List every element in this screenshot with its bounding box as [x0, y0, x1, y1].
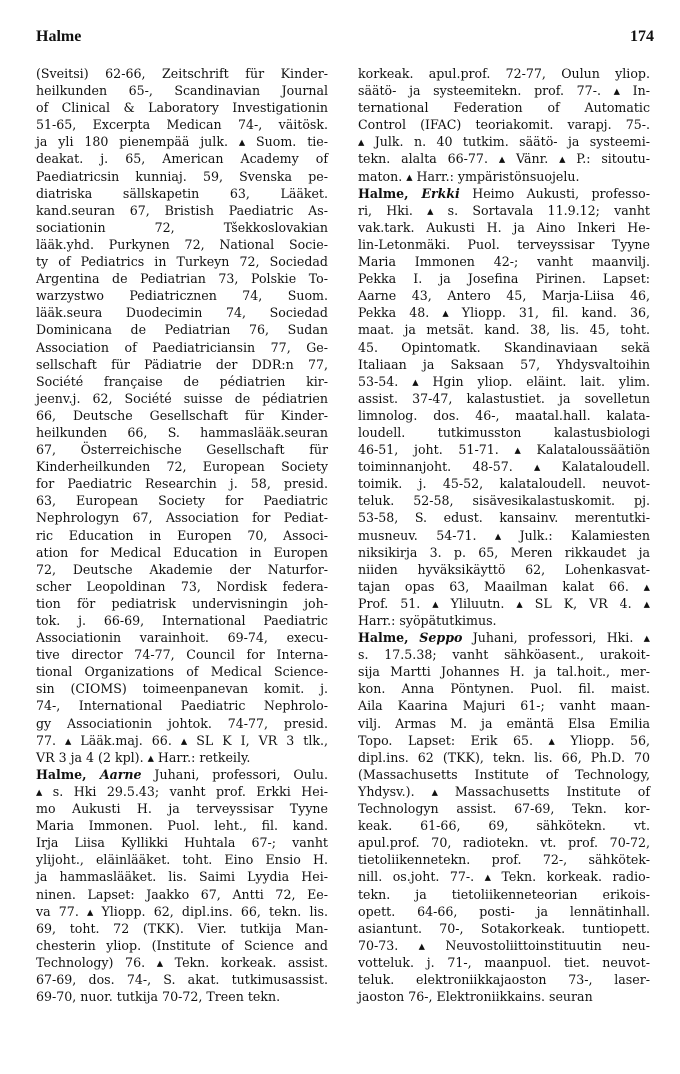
text-line: Yhdysv.). ▴ Massachusetts Institute of: [358, 783, 650, 799]
entry-heading-line: Halme, Seppo Juhani, professori, Hki. ▴: [358, 630, 650, 646]
text-line: Société française de pédiatrien kir-: [36, 373, 328, 389]
text-line: asiantunt. 70-, Sotakorkeak. tuntiopett.: [358, 920, 650, 936]
text-line: heilkunden 66, S. hammaslääk.seuran: [36, 424, 328, 440]
text-line: Nephrologyn 67, Association for Pediat-: [36, 510, 328, 526]
text-line: tok. j. 66-69, International Paediatric: [36, 613, 328, 628]
text-line: chesterin yliop. (Institute of Science and: [36, 937, 328, 953]
text-line: s. 17.5.38; vanht sähköasent., urakoit-: [358, 647, 650, 663]
text-line: nill. os.joht. 77-. ▴ Tekn. korkeak. radio-: [358, 869, 650, 885]
entry-heading-line: Halme, Erkki Heimo Aukusti, professo-: [358, 185, 651, 201]
text-line: ja hammaslääket. lis. Saimi Lyydia Hei-: [36, 869, 328, 885]
text-line: 69-70, nuor. tutkija 70-72, Treen tekn.: [36, 989, 281, 1005]
text-line: Irja Liisa Kyllikki Huhtala 67-; vanht: [36, 835, 328, 851]
text-line: 74-, International Paediatric Nephrolo-: [36, 698, 328, 714]
text-line: Maria Immonen 42-; vanht maanvilj.: [358, 254, 650, 270]
text-line: 67-69, dos. 74-, S. akat. tutkimusassist.: [36, 971, 328, 987]
text-line: tietoliikennetekn. prof. 72-, sähkötek-: [358, 852, 650, 868]
running-head: Halme: [36, 28, 82, 45]
text-line: 67, Österreichische Gesellschaft für: [36, 442, 328, 458]
text-line: 45. Opintomatk. Skandinaviaan sekä: [358, 339, 650, 355]
text-line: Dominicana de Pediatrian 76, Sudan: [36, 322, 328, 338]
text-line: (Sveitsi) 62-66, Zeitschrift für Kinder-: [36, 66, 328, 81]
text-line: musneuv. 54-71. ▴ Julk.: Kalamiesten: [358, 527, 650, 543]
text-line: lin-Letonmäki. Puol. terveyssisar Tyyne: [358, 236, 650, 252]
text-line: 72, Deutsche Akademie der Naturfor-: [36, 561, 328, 577]
text-line: opett. 64-66, posti- ja lennätinhall.: [358, 903, 650, 919]
text-line: Aarne 43, Antero 45, Marja-Liisa 46,: [358, 288, 650, 304]
text-line: kon. Anna Pöntynen. Puol. fil. maist.: [358, 681, 650, 697]
left-column: [36, 65, 328, 1005]
text-line: for Paediatric Researchin j. 58, presid.: [36, 476, 328, 492]
text-line: Italiaan ja Saksaan 57, Yhdysvaltoihin: [358, 356, 650, 372]
text-line: Pekka I. ja Josefina Pirinen. Lapset:: [358, 271, 650, 287]
text-line: ja yli 180 pienempää julk. ▴ Suom. tie-: [36, 134, 328, 150]
text-line: VR 3 ja 4 (2 kpl). ▴ Harr.: retkeily.: [36, 749, 251, 765]
text-line: Argentina de Pediatrian 73, Polskie To-: [36, 271, 328, 287]
text-line: ninen. Lapset: Jaakko 67, Antti 72, Ee-: [36, 886, 328, 902]
text-line: limnolog. dos. 46-, maatal.hall. kalata-: [358, 407, 650, 423]
text-line: warzystwo Pediatricznen 74, Suom.: [36, 288, 328, 304]
text-line: Paediatricsin kunniaj. 59, Svenska pe-: [36, 168, 328, 184]
text-line: tekn. ja tietoliikenneteorian erikois-: [358, 886, 650, 902]
text-line: Control (IFAC) teoriakomit. varapj. 75-.: [358, 117, 650, 133]
text-line: säätö- ja systeemitekn. prof. 77-. ▴ In-: [358, 83, 650, 99]
text-line: dipl.ins. 62 (TKK), tekn. lis. 66, Ph.D. 70: [358, 749, 650, 765]
text-line: mo Aukusti H. ja terveyssisar Tyyne: [36, 801, 328, 817]
text-line: scher Leopoldinan 73, Nordisk federa-: [36, 578, 328, 594]
text-line: 51-65, Excerpta Medican 74-, väitösk.: [36, 117, 328, 133]
text-line: vilj. Armas M. ja emäntä Elsa Emilia: [358, 715, 650, 731]
text-line: heilkunden 65-, Scandinavian Journal: [36, 83, 328, 99]
text-line: teluk. elektroniikkajaoston 73-, laser-: [358, 971, 650, 987]
text-line: toimik. j. 45-52, kalataloudell. neuvot-: [358, 476, 650, 492]
text-line: teluk. 52-58, sisävesikalastuskomit. pj.: [358, 493, 650, 509]
text-line: Prof. 51. ▴ Yliluutn. ▴ SL K, VR 4. ▴: [358, 595, 650, 611]
text-line: tional Organizations of Medical Science-: [36, 664, 328, 680]
text-line: 63, European Society for Paediatric: [36, 493, 328, 509]
text-line: niksikirja 3. p. 65, Meren rikkaudet ja: [358, 544, 650, 560]
text-line: sija Martti Johannes H. ja tal.hoit., mer-: [358, 664, 650, 680]
text-line: Technologyn assist. 67-69, Tekn. kor-: [358, 801, 650, 817]
text-line: maton. ▴ Harr.: ympäristönsuojelu.: [358, 168, 580, 184]
text-line: (Massachusetts Institute of Technology,: [358, 766, 650, 782]
text-line: loudell. tutkimusston kalastusbiologi: [358, 424, 650, 440]
text-line: Technology) 76. ▴ Tekn. korkeak. assist.: [36, 954, 328, 970]
text-line: ri, Hki. ▴ s. Sortavala 11.9.12; vanht: [358, 202, 650, 218]
text-line: 53-54. ▴ Hgin yliop. eläint. lait. ylim.: [358, 373, 650, 389]
text-line: Association of Paediatriciansin 77, Ge-: [36, 339, 328, 355]
text-line: keak. 61-66, 69, sähkötekn. vt.: [358, 818, 650, 834]
text-line: 70-73. ▴ Neuvostoliittoinstituutin neu-: [358, 937, 650, 953]
text-line: ric Education in Europen 70, Associ-: [36, 527, 328, 543]
text-line: tion för pediatrisk undervisningin joh-: [36, 595, 328, 611]
text-line: jaoston 76-, Elektroniikkains. seuran: [358, 989, 593, 1005]
text-line: ylijoht., eläinlääket. toht. Eino Ensio H.: [36, 852, 328, 868]
text-line: sociationin 72, Tšekkoslovakian: [36, 219, 328, 235]
text-line: Pekka 48. ▴ Yliopp. 31, fil. kand. 36,: [358, 305, 650, 321]
text-line: va 77. ▴ Yliopp. 62, dipl.ins. 66, tekn. lis.: [36, 903, 328, 919]
text-line: 77. ▴ Lääk.maj. 66. ▴ SL K I, VR 3 tlk.,: [36, 732, 328, 748]
text-line: tajan opas 63, Maailman kalat 66. ▴: [358, 578, 650, 594]
text-line: maat. ja metsät. kand. 38, lis. 45, toht.: [358, 322, 650, 338]
text-line: of Clinical & Laboratory Investigationin: [36, 100, 328, 116]
text-line: ty of Pediatrics in Turkeyn 72, Sociedad: [36, 254, 328, 270]
text-line: korkeak. apul.prof. 72-77, Oulun yliop.: [358, 66, 650, 81]
text-line: ation for Medical Education in Europen: [36, 544, 328, 560]
text-line: Aila Kaarina Majuri 61-; vanht maan-: [358, 698, 650, 714]
text-line: niiden hyväksikäyttö 62, Lohenkasvat-: [358, 561, 650, 577]
text-line: sellschaft für Pädiatrie der DDR:n 77,: [36, 356, 328, 372]
text-line: Maria Immonen. Puol. leht., fil. kand.: [36, 818, 328, 834]
text-line: Harr.: syöpätutkimus.: [358, 613, 497, 628]
text-line: sin (CIOMS) toimeenpanevan komit. j.: [36, 681, 328, 697]
text-line: tekn. alalta 66-77. ▴ Vänr. ▴ P.: sitoutu-: [358, 151, 650, 167]
text-line: 69, toht. 72 (TKK). Vier. tutkija Man-: [36, 920, 328, 936]
text-line: kand.seuran 67, Bristish Paediatric As-: [36, 202, 328, 218]
text-line: assist. 37-47, kalastustiet. ja sovelletun: [358, 390, 650, 406]
text-line: Associationin varainhoit. 69-74, execu-: [36, 630, 328, 646]
text-line: lääk.seura Duodecimin 74, Sociedad: [36, 305, 328, 321]
text-line: Topo. Lapset: Erik 65. ▴ Yliopp. 56,: [358, 732, 650, 748]
text-line: apul.prof. 70, radiotekn. vt. prof. 70-72,: [358, 835, 650, 851]
text-line: Kinderheilkunden 72, European Society: [36, 459, 328, 475]
text-line: jeenv.j. 62, Société suisse de pédiatrien: [36, 390, 328, 406]
text-line: ▴ Julk. n. 40 tutkim. säätö- ja systeemi-: [358, 134, 650, 150]
page-number: 174: [630, 28, 654, 45]
text-line: gy Associationin johtok. 74-77, presid.: [36, 715, 328, 731]
text-line: toiminnanjoht. 48-57. ▴ Kalataloudell.: [358, 459, 650, 475]
text-line: ▴ s. Hki 29.5.43; vanht prof. Erkki Hei-: [36, 783, 328, 799]
text-line: 66, Deutsche Gesellschaft für Kinder-: [36, 407, 328, 423]
text-line: diatriska sällskapetin 63, Lääket.: [36, 185, 328, 201]
text-line: vak.tark. Aukusti H. ja Aino Inkeri He-: [358, 219, 650, 235]
text-line: tive director 74-77, Council for Interna-: [36, 647, 328, 663]
text-line: 46-51, joht. 51-71. ▴ Kalataloussäätiön: [358, 442, 650, 458]
text-line: 53-58, S. edust. kansainv. merentutki-: [358, 510, 650, 526]
right-column: [358, 65, 650, 1005]
text-line: lääk.yhd. Purkynen 72, National Socie-: [36, 236, 328, 252]
entry-heading-line: Halme, Aarne Juhani, professori, Oulu.: [36, 766, 328, 782]
text-line: deakat. j. 65, American Academy of: [36, 151, 328, 167]
text-line: ternational Federation of Automatic: [358, 100, 650, 116]
text-line: votteluk. j. 71-, maanpuol. tiet. neuvot-: [358, 954, 650, 970]
